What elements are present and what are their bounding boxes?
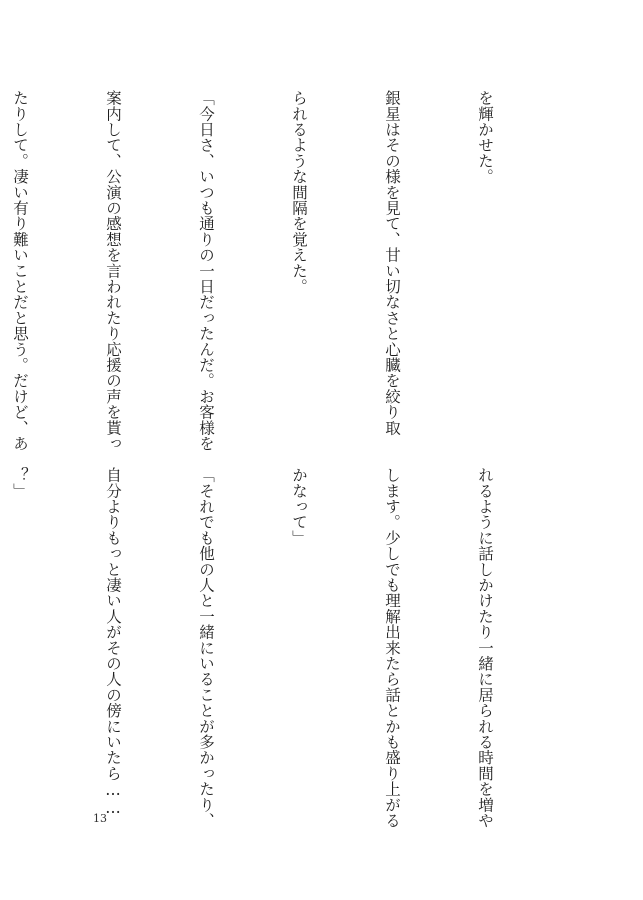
text-line: 「今日さ、いつも通りの一日だったんだ。お客様を [197,90,215,452]
text-line: ？」 [11,467,29,499]
text-line: かなって」 [290,467,308,546]
text-line: します。少しでも理解出来たら話とかも盛り上がる [383,467,401,829]
text-line: を輝かせた。 [476,90,494,185]
text-line: れるように話しかけたり一緒に居られる時間を増や [476,467,494,829]
text-line: られるような間隔を覚えた。 [290,90,308,295]
page-number: 13 [93,812,107,825]
text-block-upper [11,90,562,452]
text-line: たりして。凄い有り難いことだと思う。だけど、あ [11,90,29,452]
text-line: 銀星はその様を見て、甘い切なさと心臓を絞り取 [383,90,401,436]
text-line: 案内して、公演の感想を言われたり応援の声を貰っ [104,90,122,452]
text-line: 「それでも他の人と一緒にいることが多かったり、 [197,467,215,829]
text-line: 自分よりもっと凄い人がその人の傍にいたら…… [104,467,122,818]
